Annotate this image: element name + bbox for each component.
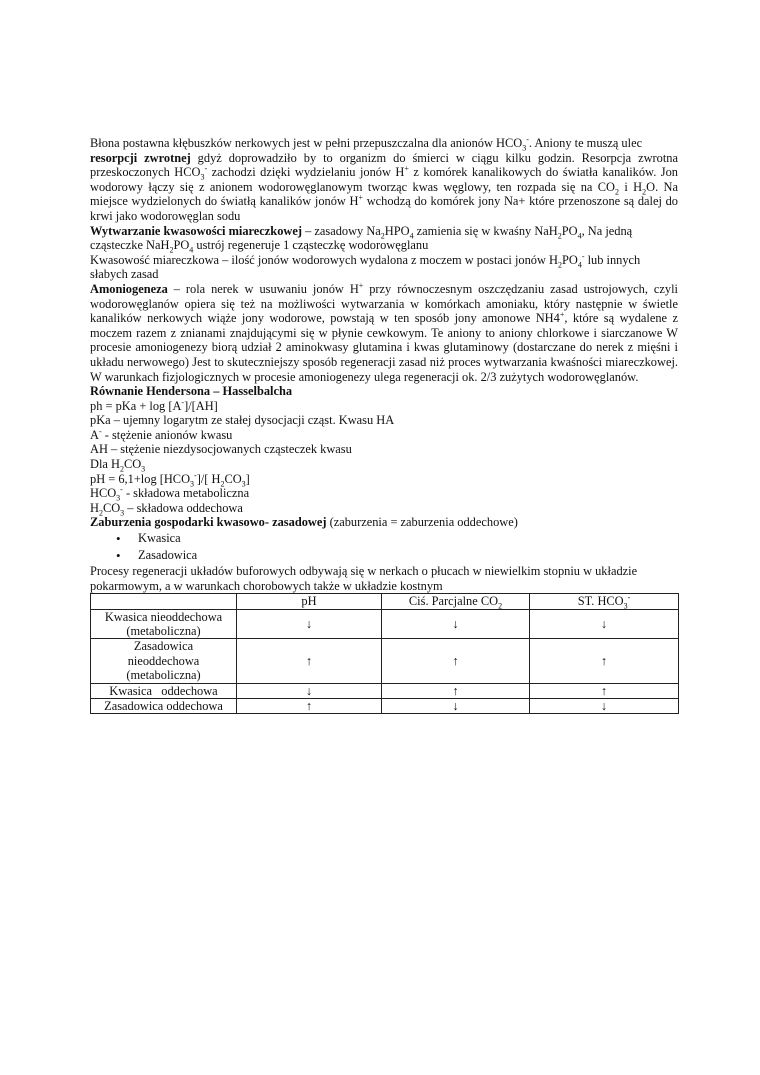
paragraph-procesy: Procesy regeneracji układów buforowych odbywają się w nerkach o płucach w niewielkim stopniu w układzie pokarmowym, a w warunkach chorobowych także w układzie kostnym	[90, 564, 638, 593]
cell-hco3: ↑	[530, 683, 679, 698]
text: – zasadowy Na	[301, 223, 381, 238]
cell-co2: ↓	[382, 699, 530, 714]
bold-term: resorpcji zwrotnej	[90, 150, 191, 165]
equation	[90, 472, 678, 487]
text: wchodzą do komórek jony Na+ które przenoszone są dalej do krwi jako wodorowęglan sodu	[90, 194, 678, 223]
subscript: 3	[116, 493, 121, 503]
subscript: 3	[200, 172, 205, 182]
text: przy równoczesnym oszczędzaniu zasad ustrojowych, czyli wodorowęglanów opiera się też na możliwości wytwarzania w komórkach amoniaku, który następnie w świetle kanalików nerkowych wiąże jony wodorowe, powstają w ten sposób jony amonowe NH4	[90, 281, 678, 326]
subscript: 3	[241, 479, 246, 489]
bold-term: Zaburzenia gospodarki kwasowo- zasadowej	[90, 515, 327, 530]
subscript: 2	[557, 260, 562, 270]
text: . Aniony te muszą ulec	[528, 136, 643, 150]
definition-line	[90, 501, 678, 516]
table-row	[91, 683, 679, 698]
text: ST. HCO	[577, 594, 624, 609]
cell-ph: ↑	[237, 699, 382, 714]
row-label: Kwasica nieoddechowa (metaboliczna)	[91, 609, 237, 639]
subscript: 2	[169, 245, 174, 255]
cell-co2: ↑	[382, 683, 530, 698]
text: HPO	[384, 223, 410, 238]
cell-hco3: ↓	[530, 699, 679, 714]
subscript: 3	[190, 479, 195, 489]
superscript: -	[526, 134, 529, 144]
subscript: 2	[220, 479, 225, 489]
text: PO	[173, 238, 190, 253]
cell-ph: ↓	[237, 609, 382, 639]
list-item: • Kwasica	[138, 530, 678, 547]
text: ]/[AH]	[184, 398, 218, 413]
text: ustrój regeneruje 1 cząsteczkę wodorowęglanu	[193, 238, 429, 253]
paragraph-definicja	[90, 253, 678, 282]
text: zachodzi dzięki wydzielaniu jonów H	[207, 165, 405, 180]
superscript: +	[358, 193, 364, 203]
text: CO	[123, 457, 142, 472]
text: – składowa oddechowa	[124, 500, 243, 515]
text: - składowa metaboliczna	[122, 486, 250, 501]
row-label: Zasadowica nieoddechowa (metaboliczna)	[91, 639, 237, 683]
text: ph = pKa + log [A	[90, 398, 182, 413]
text: (zaburzenia = zaburzenia oddechowe)	[326, 515, 518, 530]
cell-co2: ↓	[382, 609, 530, 639]
text: gdyż doprowadziło by to organizm do śmierci w ciągu kilku godzin. Resorpcja zwrotna przeskoczonych HCO	[90, 150, 678, 180]
subscript: 4	[189, 245, 194, 255]
text: H	[90, 500, 99, 515]
superscript: +	[559, 310, 565, 319]
header-hco3	[530, 594, 679, 609]
text: ]/[ H	[196, 471, 221, 486]
definition-line	[90, 428, 678, 443]
superscript: -	[181, 397, 185, 407]
text: PO	[561, 223, 578, 238]
text: , które są wydalene z moczem razem z znianami znajdującymi się w płynie cewkowym. Te aniony to aniony chlorkowe i siarczanowe W procesie amoniogenezy biorą udział 2 aminokwasy glutamina i kwas glutaminowy (dostarczane do nerek z mięśni i układu nerwowego) Jest to skuteczniejszy sposób regeneracji zasad niż proces wytwarzania kwaśności miareczkowej. W warunkach fizjologicznych w procesie amoniogenezy ulega regeneracji ok. 2/3 zużytych wodorowęglanów.	[90, 311, 678, 384]
subscript: 3	[623, 601, 628, 611]
subscript: 4	[577, 231, 582, 241]
definition-line	[90, 486, 678, 501]
subscript: 3	[141, 464, 146, 474]
subscript: 3	[522, 143, 527, 153]
header-co2	[382, 594, 530, 609]
bullet-list	[90, 530, 678, 564]
heading-text: Równanie Hendersona – Hasselbalcha	[90, 384, 293, 399]
subscript: 2	[557, 231, 562, 241]
text: Kwasowość miareczkowa – ilość jonów wodorowych wydalona z moczem w postaci jonów H	[90, 252, 558, 267]
superscript: -	[204, 164, 208, 174]
equation	[90, 399, 678, 414]
cell-hco3: ↑	[530, 639, 679, 683]
header-empty	[91, 594, 237, 609]
text: z komórek kanalikowych do światła kanalików. Jon wodorowy łączy się z anionem wodorowęglanowym tworząc kwas węglowy, ten rozpada się na CO	[90, 165, 678, 194]
superscript: -	[98, 426, 102, 436]
definition-line: pKa – ujemny logarytm ze stałej dysocjacji cząst. Kwasu HA	[90, 413, 395, 428]
bold-term: Amoniogeneza	[90, 281, 168, 296]
text: ]	[245, 471, 250, 486]
text: pH = 6,1+log [HCO	[90, 471, 191, 486]
paragraph-amoniogeneza	[90, 282, 678, 384]
text: Dla H	[90, 457, 120, 472]
definition-line: AH – stężenie niezdysocjowanych cząsteczek kwasu	[90, 442, 352, 457]
subscript: 4	[577, 260, 582, 270]
subscript: 2	[98, 508, 103, 518]
header-ph: pH	[237, 594, 382, 609]
superscript: -	[627, 593, 631, 603]
text: Błona postawna kłębuszków nerkowych jest w pełni przepuszczalna dla anionów HCO	[90, 136, 523, 150]
subscript: 2	[380, 231, 385, 241]
text: - stężenie anionów kwasu	[101, 427, 233, 442]
superscript: -	[120, 485, 123, 495]
subscript: 2	[642, 187, 647, 197]
superscript: -	[581, 251, 585, 261]
table-header-row	[91, 594, 679, 609]
text: CO	[102, 500, 121, 515]
document-page	[90, 136, 678, 714]
zaburzenia-heading	[90, 515, 678, 530]
row-label: Kwasica oddechowa	[91, 683, 237, 698]
text: – rola nerek w usuwaniu jonów H	[167, 281, 359, 296]
table-row	[91, 609, 679, 639]
superscript: +	[404, 164, 409, 174]
table-row	[91, 699, 679, 714]
text: O. Na miejsce wydzielonych do światłą kanalików jonów H	[90, 179, 679, 209]
superscript: -	[194, 470, 197, 480]
section-heading	[90, 384, 678, 399]
bold-term: Wytwarzanie kwasowości miareczkowej	[90, 223, 302, 238]
subscript: 2	[119, 464, 124, 474]
text: , Na jedną cząsteczke NaH	[90, 223, 633, 253]
cell-ph: ↑	[237, 639, 382, 683]
text: HCO	[90, 486, 117, 501]
text: i H	[618, 179, 643, 194]
list-item: • Zasadowica	[138, 547, 678, 564]
text: Ciś. Parcjalne CO	[408, 594, 499, 609]
text: zamienia się w kwaśny NaH	[413, 223, 558, 238]
subscript: 2	[614, 187, 619, 197]
text: lub innych słabych zasad	[90, 252, 641, 282]
cell-hco3: ↓	[530, 609, 679, 639]
text: CO	[224, 471, 242, 486]
subscript: 2	[498, 601, 503, 611]
table-row	[91, 639, 679, 683]
text: A	[90, 427, 99, 442]
cell-co2: ↑	[382, 639, 530, 683]
paragraph-kwasowosc	[90, 224, 678, 253]
definition-line	[90, 457, 678, 472]
paragraph-resorpcja	[90, 136, 678, 224]
row-label: Zasadowica oddechowa	[91, 699, 237, 714]
superscript: +	[358, 280, 364, 290]
text: PO	[561, 252, 578, 267]
subscript: 3	[120, 508, 125, 518]
acid-base-table	[90, 593, 679, 714]
cell-ph: ↓	[237, 683, 382, 698]
subscript: 4	[409, 231, 414, 241]
